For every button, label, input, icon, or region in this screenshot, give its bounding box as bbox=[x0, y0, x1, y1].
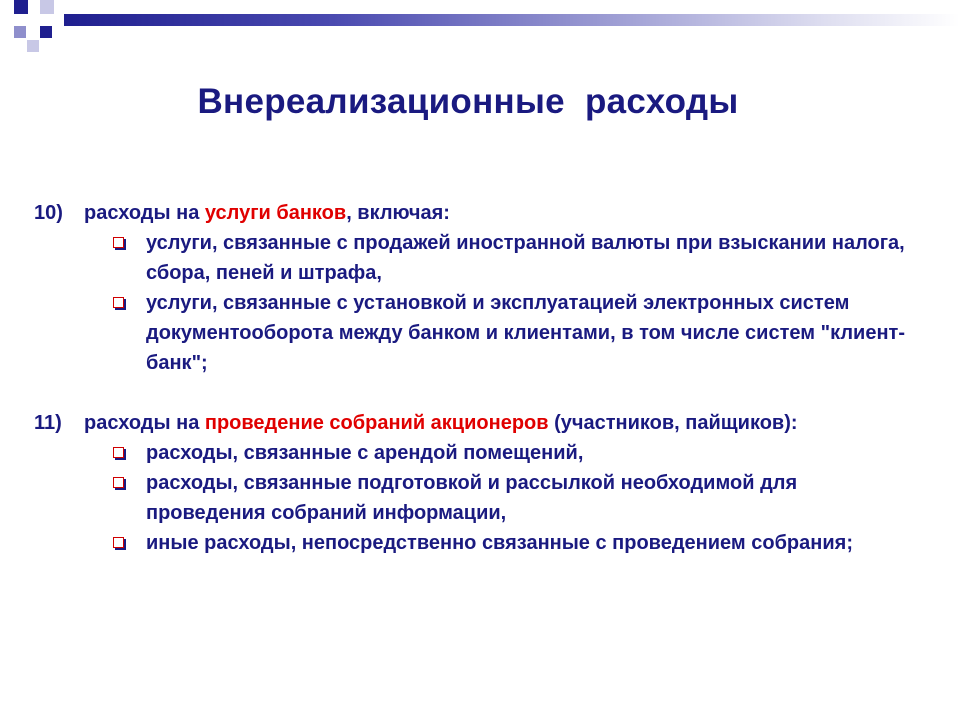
header-gradient-bar bbox=[64, 14, 960, 26]
item-number: 11) bbox=[34, 412, 62, 434]
intro-highlight: услуги банков bbox=[204, 202, 347, 224]
bullet-text: услуги, связанные с продажей иностранной валюты при взыскании налога, сбора, пеней и штрафа, bbox=[146, 232, 905, 284]
bullet-text: иные расходы, непосредственно связанные с проведением собрания; bbox=[146, 532, 853, 554]
deco-square bbox=[28, 14, 40, 26]
list-item-11 bbox=[34, 408, 914, 438]
checkbox-bullet-icon bbox=[113, 537, 124, 548]
spacer bbox=[34, 378, 914, 408]
bullet-item bbox=[146, 528, 914, 558]
checkbox-bullet-icon bbox=[113, 237, 124, 248]
checkbox-bullet-icon bbox=[113, 477, 124, 488]
bullet-item bbox=[146, 288, 914, 378]
deco-square bbox=[40, 0, 54, 14]
bullet-item bbox=[146, 438, 914, 468]
bullet-text: расходы, связанные подготовкой и рассылкой необходимой для проведения собраний информации, bbox=[146, 472, 798, 524]
bullet-item bbox=[146, 228, 914, 288]
checkbox-bullet-icon bbox=[113, 297, 124, 308]
intro-text: расходы на bbox=[84, 412, 205, 434]
list-item-10 bbox=[34, 198, 914, 228]
intro-text: (участников, пайщиков): bbox=[548, 412, 798, 434]
bullet-item bbox=[146, 468, 914, 528]
checkbox-bullet-icon bbox=[113, 447, 124, 458]
item-intro bbox=[84, 408, 914, 438]
bullet-list bbox=[34, 438, 914, 558]
item-number: 10) bbox=[34, 202, 63, 224]
deco-square bbox=[14, 0, 28, 14]
slide-title: Внереализационные расходы bbox=[197, 82, 739, 121]
item-intro bbox=[84, 198, 914, 228]
deco-square bbox=[40, 26, 52, 38]
bullet-text: услуги, связанные с установкой и эксплуатацией электронных систем документооборота между банком и клиентами, в том числе систем "клиент-банк"; bbox=[146, 292, 905, 374]
deco-square bbox=[27, 40, 39, 52]
decorative-squares bbox=[0, 0, 80, 60]
intro-highlight: проведение собраний акционеров bbox=[204, 412, 549, 434]
slide-content bbox=[34, 198, 914, 558]
intro-text: , включая: bbox=[346, 202, 450, 224]
bullet-list bbox=[34, 228, 914, 378]
intro-text: расходы на bbox=[84, 202, 205, 224]
deco-square bbox=[14, 26, 26, 38]
bullet-text: расходы, связанные с арендой помещений, bbox=[146, 442, 584, 464]
